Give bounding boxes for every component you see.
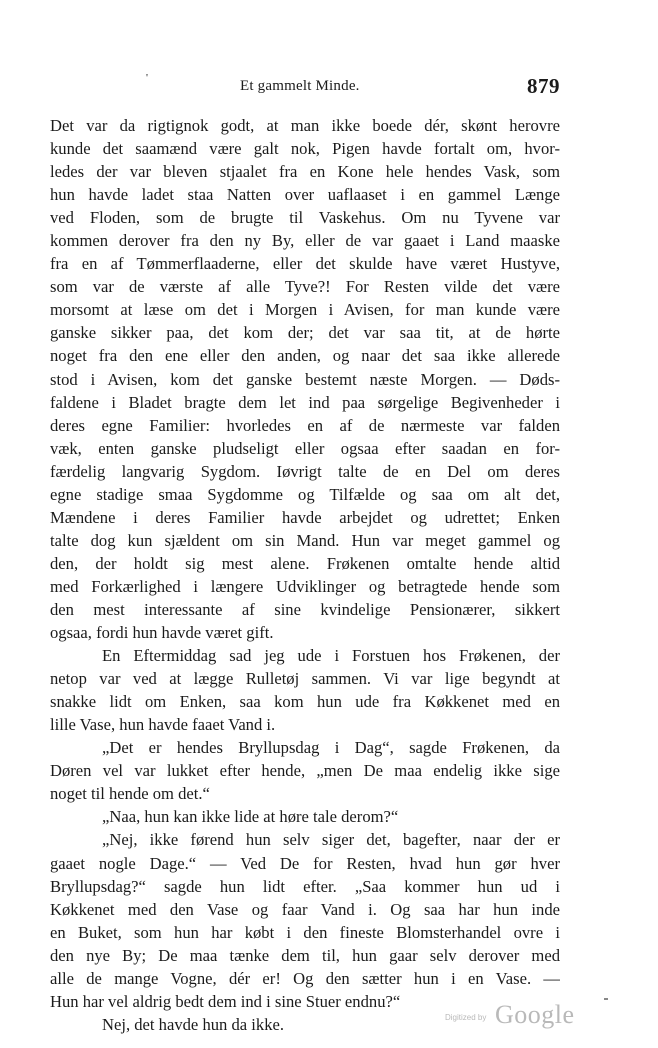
text-line: noget fra den ene eller den anden, og naar det saa ikke allerede — [50, 346, 560, 366]
text-line: Nej, det havde hun da ikke. — [102, 1014, 285, 1034]
page-header — [50, 72, 560, 102]
text-line: Hun har vel aldrig bedt dem ind i sine Stuer endnu?“ — [50, 991, 401, 1011]
text-line: den mest interessante af sine kvindelige Pensionærer, sikkert — [50, 599, 560, 619]
text-line: Mændene i deres Familier havde arbejdet og udrettet; Enken — [50, 507, 560, 527]
text-line: lille Vase, hun havde faaet Vand i. — [50, 715, 276, 735]
text-line: ledes der var bleven stjaalet fra en Kone hele hendes Vask, som — [50, 162, 560, 182]
text-line: ganske sikker paa, det kom der; det var saa tit, at de hørte — [50, 323, 560, 343]
text-line: kommen derover fra den ny By, eller de var gaaet i Land maaske — [50, 231, 560, 251]
text-line: med Forkærlighed i længere Udviklinger og betragtede hende som — [50, 576, 560, 596]
text-line: væk, enten ganske pludseligt eller ogsaa efter saadan en for- — [50, 438, 560, 458]
margin-tick-mark: ' — [146, 72, 148, 84]
scan-speck — [604, 998, 608, 1000]
text-line: Bryllupsdag?“ sagde hun lidt efter. „Saa kommer hun ud i — [50, 876, 560, 896]
watermark-prefix: Digitized by — [445, 1013, 487, 1022]
text-line: talte dog kun sjældent om sin Mand. Hun var meget gammel og — [50, 530, 560, 550]
text-line: „Naa, hun kan ikke lide at høre tale derom?“ — [102, 807, 399, 827]
google-logo: Google — [495, 1000, 575, 1029]
text-line: alle de mange Vogne, dér er! Og den sætter hun i en Vase. — — [50, 968, 560, 988]
text-line: kunde det saamænd være galt nok, Pigen havde fortalt om, hvor- — [50, 139, 560, 159]
text-line: Køkkenet med den Vase og faar Vand i. Og saa har hun inde — [50, 899, 560, 919]
text-line: netop var ved at lægge Rulletøj sammen. Vi var lige begyndt at — [50, 669, 560, 689]
text-line: den, der holdt sig mest alene. Frøkenen omtalte hende altid — [50, 553, 560, 573]
text-line: morsomt at læse om det i Morgen i Avisen, for man kunde være — [50, 300, 560, 320]
text-line: Det var da rigtignok godt, at man ikke boede dér, skønt herovre — [50, 116, 560, 135]
text-line: den nye By; De maa tænke dem til, hun gaar selv derover med — [50, 945, 560, 965]
text-line: egne stadige smaa Sygdomme og Tilfælde og saa om alt det, — [50, 484, 560, 504]
page-number: 879 — [527, 74, 560, 98]
text-line: faldene i Bladet bragte dem let ind paa sørgelige Begivenheder i — [50, 392, 560, 412]
text-line: „Nej, ikke førend hun selv siger det, bagefter, naar der er — [102, 830, 560, 850]
text-line: Døren vel var lukket efter hende, „men De maa endelig ikke sige — [50, 761, 560, 781]
digitized-watermark — [445, 1000, 585, 1032]
text-line: deres egne Familier: hvorledes en af de nærmeste var falden — [50, 415, 560, 435]
text-line: gaaet nogle Dage.“ — Ved De for Resten, hvad hun gør hver — [50, 853, 560, 873]
text-line: En Eftermiddag sad jeg ude i Forstuen hos Frøkenen, der — [102, 646, 560, 666]
text-line: noget til hende om det.“ — [50, 784, 210, 804]
text-line: ved Floden, som de brugte til Vaskehus. Om nu Tyvene var — [50, 208, 560, 228]
text-line: færdelig langvarig Sygdom. Iøvrigt talte de en Del om deres — [50, 461, 560, 481]
text-line: „Det er hendes Bryllupsdag i Dag“, sagde Frøkenen, da — [102, 738, 560, 758]
text-line: som var de værste af alle Tyve?! For Resten vilde det være — [50, 277, 560, 297]
body-text — [50, 114, 560, 1036]
text-line: ogsaa, fordi hun havde været gift. — [50, 623, 274, 643]
running-title: Et gammelt Minde. — [240, 78, 360, 94]
text-line: snakke lidt om Enken, saa kom hun ude fra Køkkenet med en — [50, 692, 560, 712]
text-line: hun havde ladet staa Natten over uaflaaset i en gammel Længe — [50, 185, 560, 205]
text-line: en Buket, som hun har købt i den fineste Blomsterhandel ovre i — [50, 922, 560, 942]
text-line: stod i Avisen, kom det ganske bestemt næste Morgen. — Døds- — [50, 369, 560, 389]
text-line: fra en af Tømmerflaaderne, eller det skulde have været Hustyve, — [50, 254, 560, 274]
